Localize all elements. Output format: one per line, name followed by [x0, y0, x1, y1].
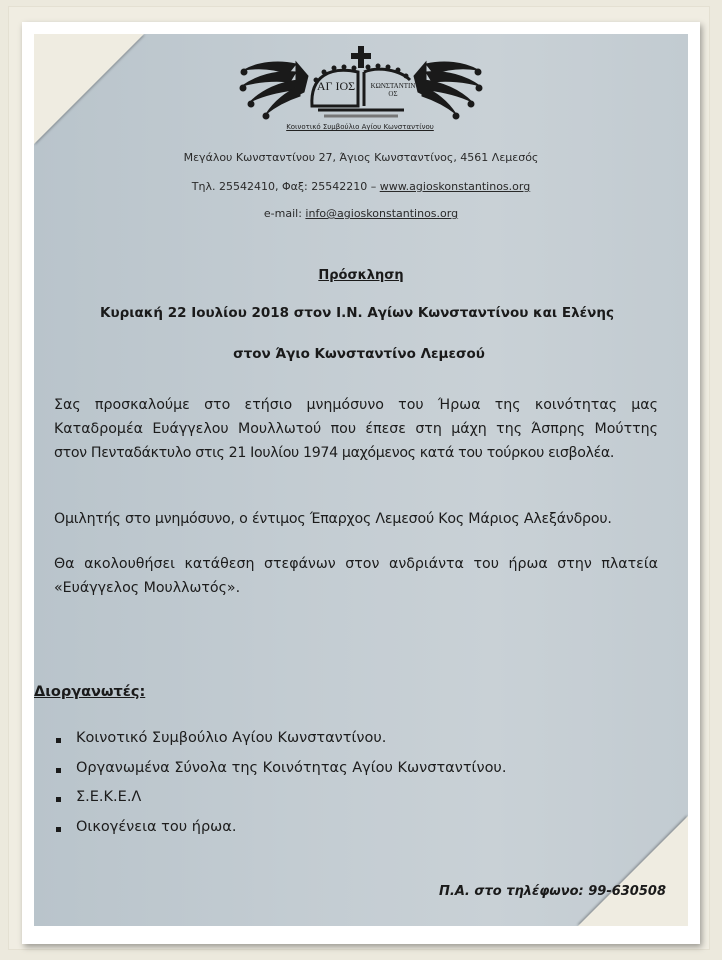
contact-info: Π.Α. στο τηλέφωνο: 99-630508 [439, 884, 666, 899]
invitation-paragraph-1 [54, 393, 658, 465]
logo-caption: Κοινοτικό Συμβούλιο Αγίου Κωνσταντίνου [286, 123, 434, 131]
organizer-item [56, 760, 506, 790]
organizer-item [56, 819, 506, 849]
phone-fax: Τηλ. 25542410, Φαξ: 25542210 – [191, 180, 380, 193]
square-bullet-icon [56, 827, 61, 832]
invitation-location: στον Άγιο Κωνσταντίνο Λεμεσού [233, 346, 485, 362]
logo-text-agios: ΑΓ ΙΟΣ [316, 79, 356, 93]
paragraph-line: Καταδρομέα Ευάγγελου Μουλλωτού που έπεσε στη μάχη της Άσπρης Μούττης [54, 421, 658, 437]
organizer-name: Οικογένεια του ήρωα. [76, 818, 237, 835]
paragraph-line: στον Πενταδάκτυλο στις 21 Ιουλίου 1974 μαχόμενος κατά του τούρκου εισβολέα. [54, 445, 615, 461]
invitation-date-venue: Κυριακή 22 Ιουλίου 2018 στον Ι.Ν. Αγίων Κωνσταντίνου και Ελένης [100, 305, 614, 321]
invitation-paragraph-2: Ομιλητής στο μνημόσυνο, ο έντιμος Έπαρχος Λεμεσού Κος Μάριος Αλεξάνδρου. [54, 511, 612, 527]
organizer-name: Οργανωμένα Σύνολα της Κοινότητας Αγίου Κωνσταντίνου. [76, 759, 507, 776]
email-link[interactable]: info@agioskonstantinos.org [305, 207, 459, 220]
paragraph-line: Θα ακολουθήσει κατάθεση στεφάνων στον ανδριάντα του ήρωα στην πλατεία [54, 556, 658, 572]
organizer-name: Σ.Ε.Κ.Ε.Λ [76, 789, 142, 805]
organizer-item [56, 730, 506, 760]
paragraph-line: Σας προσκαλούμε στο ετήσιο μνημόσυνο του Ήρωα της κοινότητας μας [54, 397, 658, 413]
invitation-paragraph-3 [54, 552, 658, 600]
left-wing-icon [240, 62, 308, 119]
invitation-title: Πρόσκληση [318, 268, 404, 283]
organizer-item [56, 789, 506, 819]
website-link[interactable]: www.agioskonstantinos.org [379, 180, 531, 193]
organizers-list [56, 730, 506, 848]
logo-text-konstantinos: ΚΩΝΣΤΑΝΤΙΝΟΣ [370, 82, 416, 98]
organizers-heading: Διοργανωτές: [34, 684, 146, 700]
right-wing-icon [414, 62, 482, 119]
paragraph-line: «Ευάγγελος Μουλλωτός». [54, 580, 241, 596]
address: Μεγάλου Κωνσταντίνου 27, Άγιος Κωνσταντίνος, 4561 Λεμεσός [183, 151, 539, 164]
email-label: e-mail: [263, 207, 306, 220]
email-line [0, 207, 722, 220]
phone-fax-line [0, 180, 722, 193]
community-council-logo [238, 46, 484, 134]
organizer-name: Κοινοτικό Συμβούλιο Αγίου Κωνσταντίνου. [76, 730, 387, 746]
square-bullet-icon [56, 797, 61, 802]
square-bullet-icon [56, 738, 61, 743]
square-bullet-icon [56, 768, 61, 773]
